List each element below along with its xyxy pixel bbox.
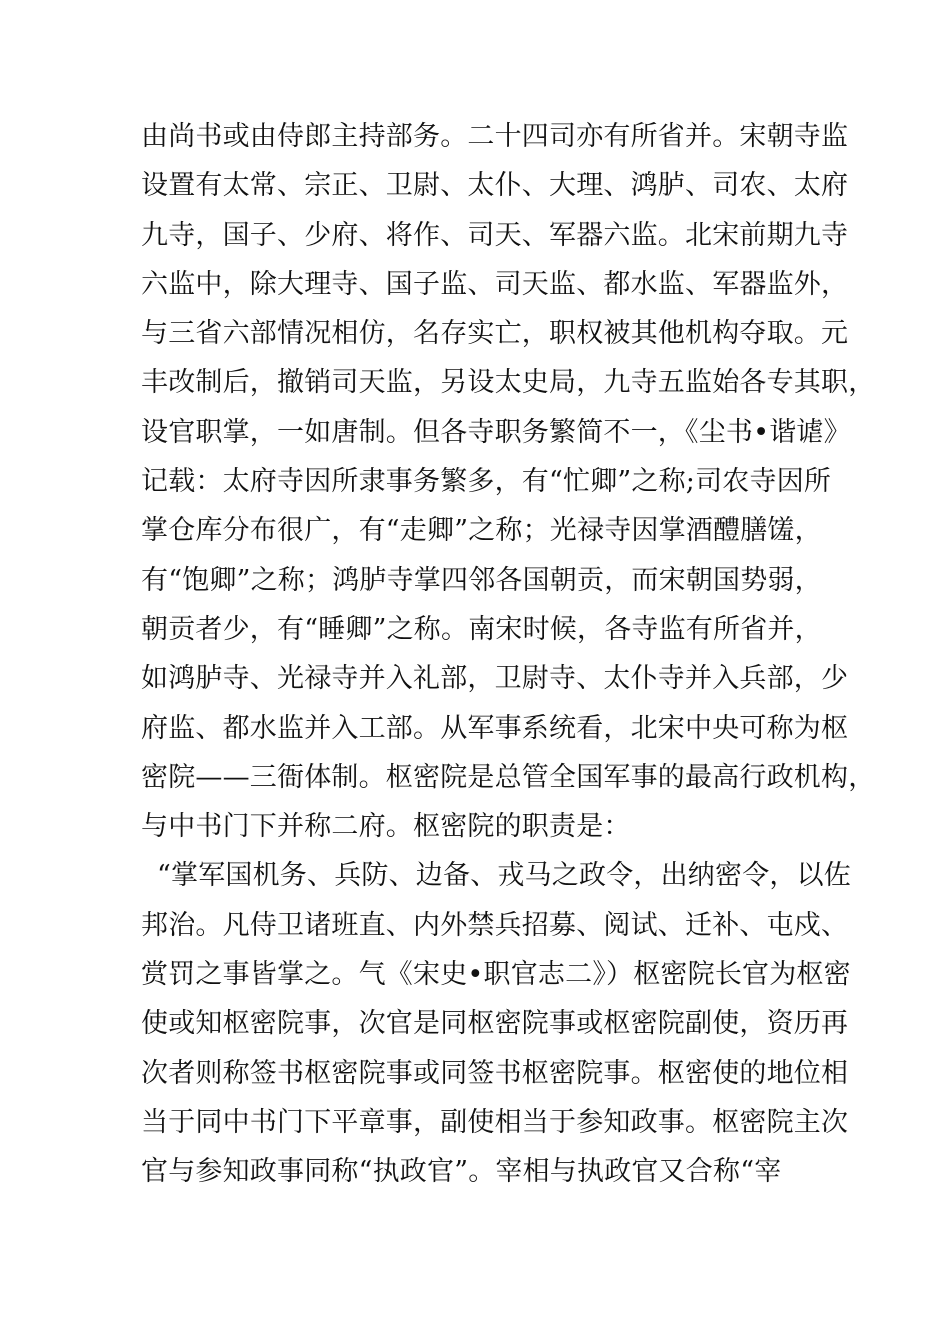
- text-line: 掌仓库分布很广，有“走卿”之称；光禄寺因掌酒醴膳馐，: [141, 515, 822, 547]
- text-line: 赏罚之事皆掌之。气《宋史•职官志二》）枢密院长官为枢密: [141, 959, 851, 991]
- text-line: 官与参知政事同称“执政官”。宰相与执政官又合称“宰: [141, 1156, 782, 1188]
- text-line: 与三省六部情况相仿，名存实亡，职权被其他机构夺取。元: [141, 318, 849, 350]
- text-line: 六监中，除大理寺、国子监、司天监、都水监、军器监外，: [141, 268, 849, 300]
- quote-line: “掌军国机务、兵防、边备、戎马之政令，出纳密令，以佐: [157, 860, 852, 892]
- text-line: 九寺，国子、少府、将作、司天、军器六监。北宋前期九寺: [141, 219, 849, 251]
- text-line: 与中书门下并称二府。枢密院的职责是：: [141, 811, 631, 843]
- text-line: 府监、都水监并入工部。从军事系统看，北宋中央可称为枢: [141, 712, 849, 744]
- text-line: 设置有太常、宗正、卫尉、太仆、大理、鸿胪、司农、太府: [141, 170, 849, 202]
- text-line: 次者则称签书枢密院事或同签书枢密院事。枢密使的地位相: [141, 1057, 849, 1089]
- text-line: 当于同中书门下平章事，副使相当于参知政事。枢密院主次: [141, 1106, 849, 1138]
- text-line: 丰改制后，撤销司天监，另设太史局，九寺五监始各专其职，: [141, 367, 876, 399]
- text-line: 记载：太府寺因所隶事务繁多，有“忙卿”之称;司农寺因所: [141, 466, 832, 498]
- text-line: 如鸿胪寺、光禄寺并入礼部，卫尉寺、太仆寺并入兵部，少: [141, 663, 849, 695]
- body-text: [141, 112, 876, 1197]
- text-line: 朝贡者少，有“睡卿”之称。南宋时候，各寺监有所省并，: [141, 613, 822, 645]
- text-line: 有“饱卿”之称；鸿胪寺掌四邻各国朝贡，而宋朝国势弱，: [141, 564, 822, 596]
- text-line: 密院——三衙体制。枢密院是总管全国军事的最高行政机构，: [141, 761, 876, 793]
- text-line: 邦治。凡侍卫诸班直、内外禁兵招募、阅试、迁补、屯戍、: [141, 909, 849, 941]
- text-line: 设官职掌，一如唐制。但各寺职务繁简不一，《尘书•谐谑》: [141, 416, 851, 448]
- text-line: 使或知枢密院事，次官是同枢密院事或枢密院副使，资历再: [141, 1008, 849, 1040]
- text-line: 由尚书或由侍郎主持部务。二十四司亦有所省并。宋朝寺监: [141, 121, 849, 152]
